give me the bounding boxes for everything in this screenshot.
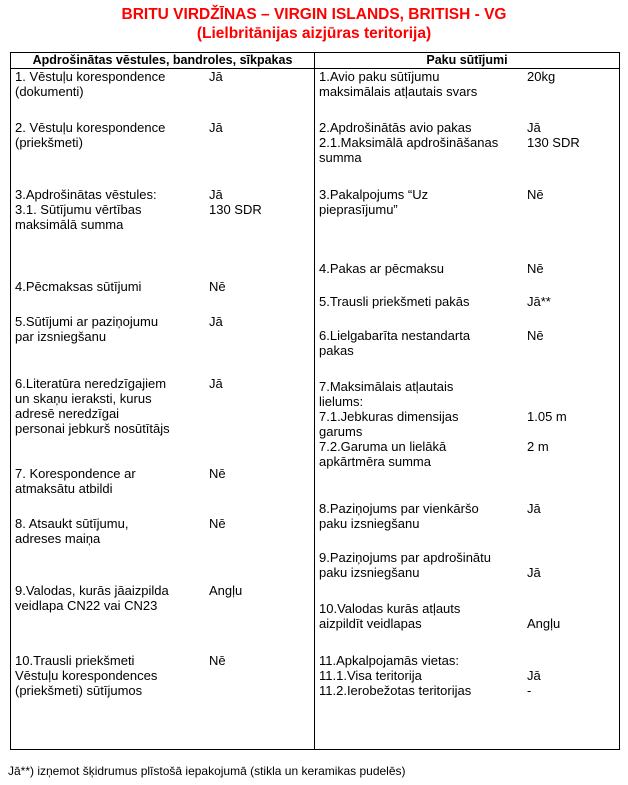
left-item-label: (priekšmeti) sūtījumos bbox=[15, 683, 143, 698]
left-item-label: 6.Literatūra neredzīgajiem bbox=[15, 376, 167, 391]
left-item-label: 7. Korespondence ar bbox=[15, 466, 136, 481]
left-item-value: Jā bbox=[209, 376, 223, 391]
right-item-label: 3.Pakalpojums “Uz bbox=[319, 187, 429, 202]
left-item-label: 9.Valodas, kurās jāaizpilda bbox=[15, 583, 169, 598]
right-item-label: 9.Paziņojums par apdrošinātu bbox=[319, 550, 491, 565]
right-item-label: 11.Apkalpojamās vietas: bbox=[319, 653, 459, 668]
left-item-label: veidlapa CN22 vai CN23 bbox=[15, 598, 158, 613]
right-item-value: Jā bbox=[527, 501, 541, 516]
right-item-label: 11.2.Ierobežotas teritorijas bbox=[319, 683, 472, 698]
right-item-label: garums bbox=[319, 424, 363, 439]
left-item-value: 130 SDR bbox=[209, 202, 262, 217]
right-item-label: 10.Valodas kurās atļauts bbox=[319, 601, 461, 616]
left-item-label: 2. Vēstuļu korespondence bbox=[15, 120, 166, 135]
right-item-value: 2 m bbox=[527, 439, 549, 454]
right-item-value: Jā bbox=[527, 565, 541, 580]
right-item-label: 4.Pakas ar pēcmaksu bbox=[319, 261, 445, 276]
right-item-value: - bbox=[527, 683, 532, 698]
left-item-label: un skaņu ieraksti, kurus bbox=[15, 391, 152, 406]
right-item-label: 7.1.Jebkuras dimensijas bbox=[319, 409, 459, 424]
right-item-value: 20kg bbox=[527, 69, 556, 84]
right-item-label: maksimālais atļautais svars bbox=[319, 84, 478, 99]
right-item-label: summa bbox=[319, 150, 362, 165]
right-item-value: Nē bbox=[527, 187, 544, 202]
right-item-label: pakas bbox=[319, 343, 354, 358]
right-item-label: 11.1.Visa teritorija bbox=[319, 668, 422, 683]
right-item-value: 1.05 m bbox=[527, 409, 567, 424]
right-item-label: 1.Avio paku sūtījumu bbox=[319, 69, 440, 84]
left-item-label: adreses maiņa bbox=[15, 531, 101, 546]
left-item-label: 1. Vēstuļu korespondence bbox=[15, 69, 166, 84]
right-item-label: lielums: bbox=[319, 394, 364, 409]
document-subtitle: (Lielbritānijas aizjūras teritorija) bbox=[196, 25, 432, 42]
left-column bbox=[11, 69, 315, 750]
left-item-label: par izsniegšanu bbox=[15, 329, 107, 344]
right-column-header: Paku sūtījumi bbox=[315, 53, 620, 69]
left-item-label: 3.1. Sūtījumu vērtības bbox=[15, 202, 142, 217]
left-item-label: maksimālā summa bbox=[15, 217, 124, 232]
left-item-label: Vēstuļu korespondences bbox=[15, 668, 158, 683]
right-column bbox=[315, 69, 620, 750]
right-item-value: Jā** bbox=[527, 294, 551, 309]
right-item-value: Angļu bbox=[527, 616, 561, 631]
left-item-label: (dokumenti) bbox=[15, 84, 84, 99]
right-item-label: pieprasījumu” bbox=[319, 202, 398, 217]
left-item-value: Nē bbox=[209, 516, 226, 531]
right-item-label: 7.2.Garuma un lielākā bbox=[319, 439, 447, 454]
right-item-value: Nē bbox=[527, 261, 544, 276]
left-item-value: Jā bbox=[209, 120, 223, 135]
left-item-value: Nē bbox=[209, 279, 226, 294]
left-item-label: atmaksātu atbildi bbox=[15, 481, 113, 496]
left-item-value: Nē bbox=[209, 466, 226, 481]
right-item-value: Nē bbox=[527, 328, 544, 343]
right-item-label: 5.Trausli priekšmeti pakās bbox=[319, 294, 470, 309]
left-item-label: (priekšmeti) bbox=[15, 135, 83, 150]
left-item-label: adresē neredzīgai bbox=[15, 406, 120, 421]
left-item-value: Angļu bbox=[209, 583, 243, 598]
right-item-value: Jā bbox=[527, 668, 541, 683]
services-table bbox=[10, 52, 620, 750]
right-item-label: 6.Lielgabarīta nestandarta bbox=[319, 328, 471, 343]
left-item-value: Jā bbox=[209, 187, 223, 202]
right-item-value: 130 SDR bbox=[527, 135, 580, 150]
left-item-label: 4.Pēcmaksas sūtījumi bbox=[15, 279, 142, 294]
left-item-label: 8. Atsaukt sūtījumu, bbox=[15, 516, 129, 531]
left-item-label: 3.Apdrošinātas vēstules: bbox=[15, 187, 157, 202]
left-item-value: Jā bbox=[209, 69, 223, 84]
right-item-label: paku izsniegšanu bbox=[319, 516, 420, 531]
left-item-label: 5.Sūtījumi ar paziņojumu bbox=[15, 314, 159, 329]
right-item-label: 7.Maksimālais atļautais bbox=[319, 379, 454, 394]
left-item-label: personai jebkurš nosūtītājs bbox=[15, 421, 170, 436]
left-item-value: Jā bbox=[209, 314, 223, 329]
left-item-label: 10.Trausli priekšmeti bbox=[15, 653, 135, 668]
left-item-value: Nē bbox=[209, 653, 226, 668]
footnote: Jā**) izņemot šķidrumus plīstošā iepakojumā (stikla un keramikas pudelēs) bbox=[8, 764, 406, 778]
left-column-header: Apdrošinātas vēstules, bandroles, sīkpakas bbox=[11, 53, 315, 69]
document-title: BRITU VIRDŽĪNAS – VIRGIN ISLANDS, BRITISH - VG bbox=[121, 6, 507, 23]
right-item-label: aizpildīt veidlapas bbox=[319, 616, 422, 631]
right-item-value: Jā bbox=[527, 120, 541, 135]
right-item-label: apkārtmēra summa bbox=[319, 454, 431, 469]
right-item-label: paku izsniegšanu bbox=[319, 565, 420, 580]
right-item-label: 2.1.Maksimālā apdrošināšanas bbox=[319, 135, 499, 150]
right-item-label: 2.Apdrošinātās avio pakas bbox=[319, 120, 472, 135]
right-item-label: 8.Paziņojums par vienkāršo bbox=[319, 501, 479, 516]
